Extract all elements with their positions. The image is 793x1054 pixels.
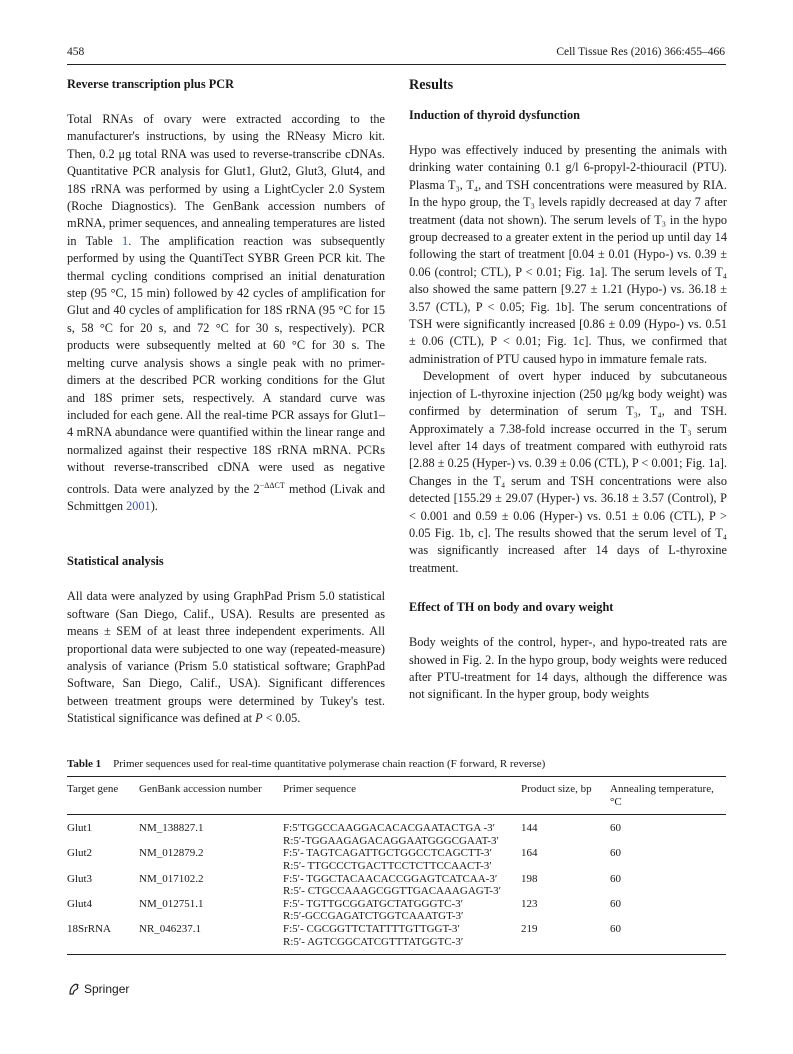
springer-wordmark: Springer	[84, 982, 130, 996]
table-header-row	[67, 777, 726, 815]
column-header: GenBank accession number	[139, 777, 283, 815]
induction-heading: Induction of thyroid dysfunction	[409, 108, 580, 122]
table-row: Glut1 NM_138827.1 F:5′TGGCCAAGGACACACGAATACTGA -3′ R:5′-TGGAAGAGACAGGAATGGGCGAAT-3′ 144 60	[67, 822, 621, 847]
left-column	[67, 76, 385, 728]
table-label: Table 1	[67, 758, 102, 770]
table-row: Glut3 NM_017102.2 F:5′- TGGCTACAACACCGGAGTCATCAA-3′ R:5′- CTGCCAAAGCGGTTGACAAAGAGT-3′ 198 60	[67, 872, 621, 898]
running-header	[67, 46, 725, 62]
column-header: Target gene	[67, 777, 139, 815]
body-ovary-weight-heading: Effect of TH on body and ovary weight	[409, 600, 614, 615]
table-row: Glut2 NM_012879.2 F:5′- TAGTCAGATTGCTGGCCTCAGCTT-3′ R:5′- TTGCCCTGACTTCCTCTTCCAACT-3′ 164 60	[67, 847, 621, 872]
hypo-paragraph: Hypo was effectively induced by presenting the animals with drinking water containing 0.1 g/l 6-propyl-2-thiouracil (PTU). Plasma T₃, T₄, and TSH concentrations were measured by RIA. In the hypo group, the T₃ levels rapidly decreased at day 7 after treatment (data not shown). The serum levels of T₃ in the hypo group decreased to a greater extent in the period up until day 14 following the start of treatment [0.04 ± 0.01 (Hypo-) vs. 0.39 ± 0.06 (control; CTL), P < 0.01; Fig. 1a]. The serum levels of T₄ also showed the same pattern [9.27 ± 1.21 (Hypo-) vs. 36.18 ± 3.57 (CTL), P < 0.05; Fig. 1b]. The serum concentrations of TSH were significantly increased [0.86 ± 0.09 (Hypo-) vs. 0.51 ± 0.06 (CTL), P < 0.01; Fig. 1c]. Thus, we confirmed that administration of PTU caused hypo in immature female rats.	[409, 143, 727, 366]
rt-pcr-paragraph: Total RNAs of ovary were extracted according to the manufacturer's instructions, by using the RNeasy Micro kit. Then, 0.2 μg total RNA was used to reverse-transcribe cDNAs. Quantitative PCR analysis for Glut1, Glut2, Glut3, Glut4, and 18S rRNA was performed by using a LightCycler 2.0 System (Roche Diagnostics). The GenBank accession numbers of mRNA, primer sequences, and annealing temperatures are listed in Table 1. The amplification reaction was subsequently performed by using the QuantiTect SYBR Green PCR kit. The thermal cycling conditions comprised an initial denaturation step (95 °C, 15 min) followed by 42 cycles of amplification for Glut and 40 cycles of amplification for 18S rRNA (95 °C for 15 s, 58 °C for 20 s, and 72 °C for 30 s, respectively). PCR products were subsequently melted at 60 °C for 30 s. The melting curve analysis shows a single peak with no primer-dimers at the described PCR working conditions for the Glut and 18S primer sets, respectively. A standard curve was included for each gene. All the real-time PCR assays for Glut1–4 mRNA abundance were quantified within the linear range and normalized against their respective 18S rRNA mRNA. PCRs without reverse-transcribed cDNA were used as negative controls. Data were analyzed by the $2^{-\Delta\Delta CT}$ method (Livak and Schmittgen 2001).	[67, 112, 386, 514]
column-header: Annealing temperature, °C	[610, 777, 726, 815]
springer-logo	[67, 982, 129, 996]
springer-horse-icon	[67, 982, 81, 996]
table-row: Glut4 NM_012751.1 F:5′- TGTTGCGGATGCTATGGGTC-3′ R:5′-GCCGAGATCTGGTCAAATGT-3′ 123 60	[67, 897, 621, 923]
body-weight-paragraph: Body weights of the control, hyper-, and hypo-treated rats are showed in Fig. 2. In the hypo group, body weights were reduced after PTU-treatment for 14 days, although the difference was not significant. In the hyper group, body weights	[409, 635, 727, 702]
statistical-analysis-heading: Statistical analysis	[67, 554, 164, 569]
table-1-link[interactable]: 1	[122, 233, 129, 248]
right-column	[409, 76, 727, 704]
journal-citation: Cell Tissue Res (2016) 366:455–466	[556, 46, 725, 58]
header-rule	[67, 64, 726, 65]
column-header: Product size, bp	[521, 777, 610, 815]
primer-table	[67, 776, 726, 955]
rt-pcr-heading: Reverse transcription plus PCR	[67, 77, 235, 91]
hyper-paragraph: Development of overt hyper induced by subcutaneous injection of L-thyroxine injection (250 μg/kg body weight) was confirmed by determination of serum T₃, T₄, and TSH. Approximately a 7.38-fold increase occurred in the T₃ serum level after 14 days of treatment compared with euthyroid rats [2.88 ± 0.25 (Hyper-) vs. 0.39 ± 0.06 (CTL), P < 0.001; Fig. 1a]. Changes in the T₄ serum and TSH concentrations were also detected [155.29 ± 29.07 (Hyper-) vs. 36.18 ± 3.57 (Control), P < 0.001 and 0.59 ± 0.06 (Hyper-) vs. 0.51 ± 0.06 (CTL), P > 0.05 Fig. 1b, c]. The results showed that the serum level of T₄ was significantly increased after 14 days of L-thyroxine treatment.	[409, 369, 727, 575]
primer-table-block	[67, 757, 726, 955]
page-number: 458	[67, 46, 85, 58]
table-caption-text: Primer sequences used for real-time quantitative polymerase chain reaction (F forward, R reverse)	[113, 758, 546, 770]
results-heading: Results	[409, 77, 454, 93]
table-caption	[67, 757, 726, 771]
column-header: Primer sequence	[283, 777, 521, 815]
table-row: 18SrRNA NR_046237.1 F:5′- CGCGGTTCTATTTTGTTGGT-3′ R:5′- AGTCGGCATCGTTTATGGTC-3′ 219 60	[67, 922, 621, 948]
statistical-analysis-paragraph: All data were analyzed by using GraphPad Prism 5.0 statistical software (San Diego, Calif., USA). Results are presented as means ± SEM of at least three independent experiments. All proportional data were subjected to one way (repeated-measure) analysis of variance (Prism 5.0 statistical software; GraphPad Software, San Diego, Calif., USA). Significant differences between treatment groups were determined by Tukey's test. Statistical significance was defined at P < 0.05.	[67, 589, 385, 726]
livak-reference-link[interactable]: 2001	[126, 499, 151, 514]
